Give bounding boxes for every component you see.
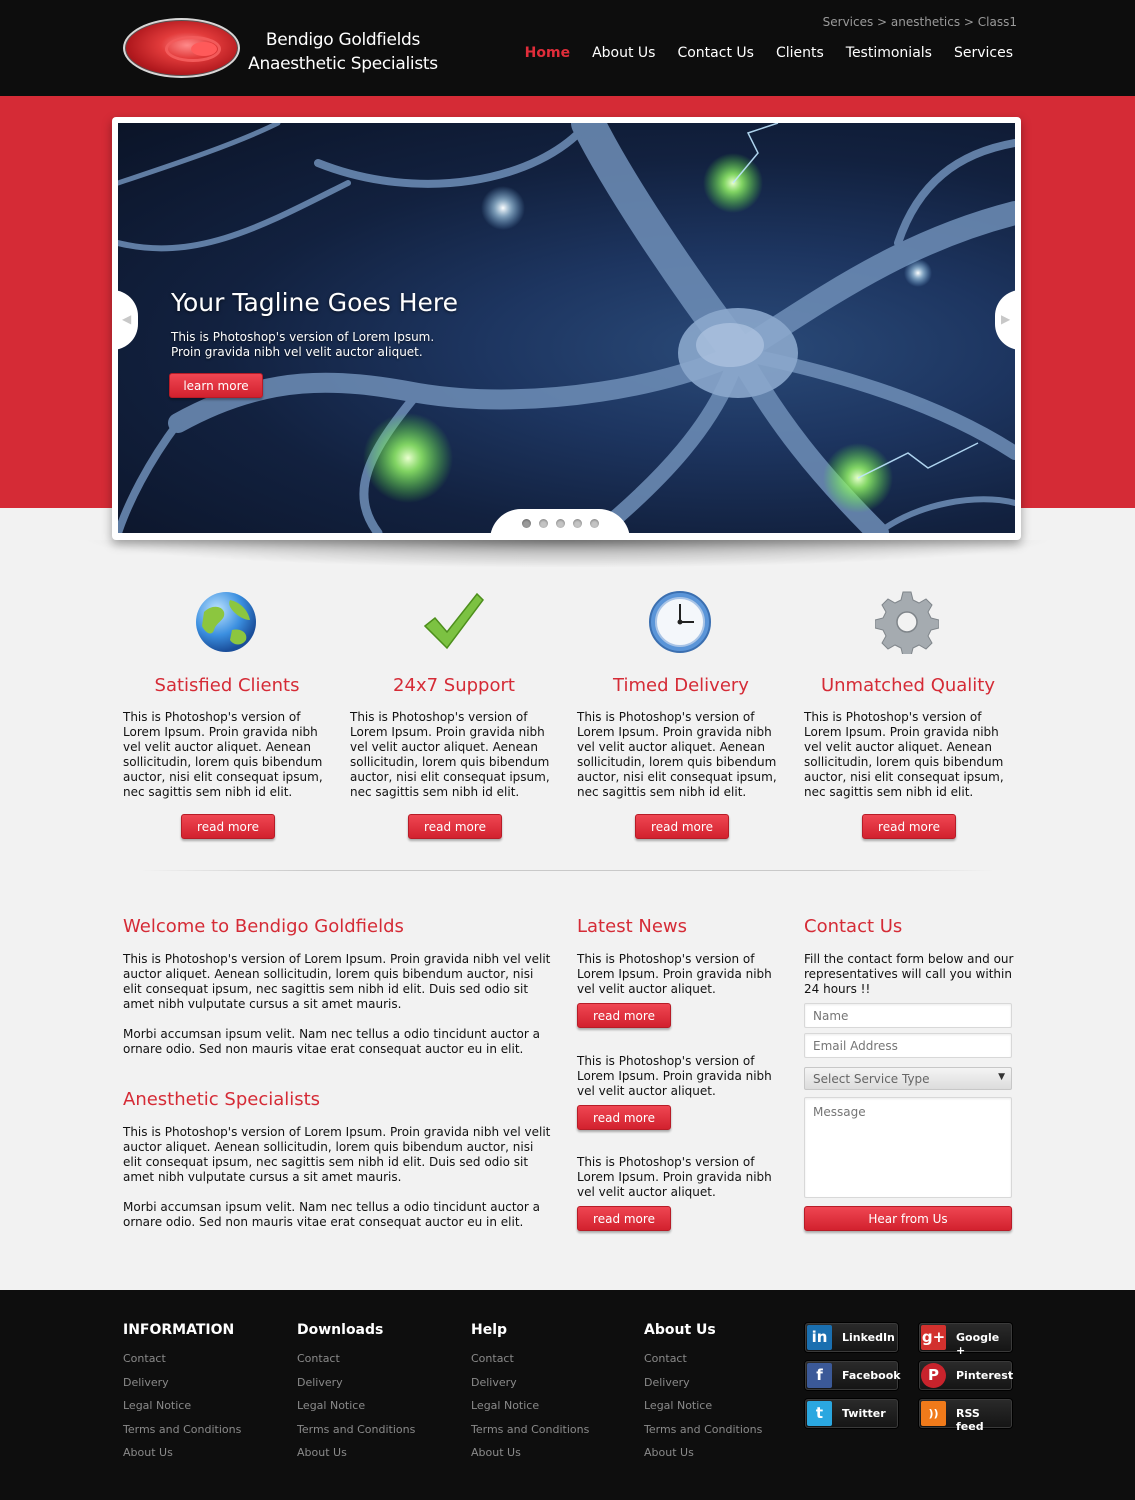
- feature-text: This is Photoshop's version of Lorem Ipsum. Proin gravida nibh vel velit auctor aliquet. Aenean sollicitudin, lorem quis bibendum auctor, nisi elit consequat ipsum, nec sagittis sem nibh id elit.: [577, 710, 777, 799]
- footer-link[interactable]: Delivery: [644, 1375, 690, 1389]
- slider-dot[interactable]: [539, 519, 548, 528]
- footer-link[interactable]: Contact: [644, 1352, 687, 1365]
- feature-title: 24x7 Support: [393, 675, 515, 696]
- name-input[interactable]: [804, 1003, 1012, 1028]
- clock-icon: [648, 590, 712, 654]
- welcome-paragraph: Morbi accumsan ipsum velit. Nam nec tellus a odio tincidunt auctor a ornare odio. Sed non mauris vitae erat consequat auctor eu in elit.: [123, 1027, 540, 1056]
- service-type-select[interactable]: [804, 1067, 1012, 1090]
- footer-link[interactable]: Legal Notice: [644, 1399, 713, 1412]
- footer-link[interactable]: About Us: [471, 1446, 521, 1459]
- nav-home[interactable]: Home: [524, 45, 571, 61]
- social-label: Pinterest: [956, 1369, 1014, 1382]
- section-divider: [140, 870, 995, 871]
- checkmark-icon: [421, 590, 485, 654]
- main-nav: [503, 45, 1013, 61]
- slider-dot[interactable]: [573, 519, 582, 528]
- news-item-text: This is Photoshop's version of Lorem Ipsum. Proin gravida nibh vel velit auctor aliquet.: [577, 1054, 772, 1098]
- nav-clients[interactable]: Clients: [775, 45, 824, 61]
- footer-link[interactable]: Terms and Conditions: [471, 1422, 590, 1436]
- footer-column-help: [471, 1322, 589, 1470]
- hero-slider: [112, 117, 1021, 540]
- footer-link[interactable]: Legal Notice: [471, 1399, 540, 1412]
- pinterest-icon: P: [921, 1363, 946, 1388]
- social-label: LinkedIn: [842, 1331, 895, 1344]
- logo-icon[interactable]: [123, 18, 240, 78]
- nav-about-us[interactable]: About Us: [592, 45, 656, 61]
- welcome-paragraph: This is Photoshop's version of Lorem Ipsum. Proin gravida nibh vel velit auctor aliquet. Aenean sollicitudin, lorem quis bibendum auctor, nisi elit consequat ipsum, nec sagittis sem nibh id elit. Duis sed odio sit amet nibh vulputate cursus a sit amet mauris.: [123, 952, 551, 1011]
- footer-link[interactable]: Legal Notice: [123, 1399, 192, 1412]
- google-plus-button[interactable]: [919, 1323, 1012, 1357]
- slider-tagline: Your Tagline Goes Here: [171, 288, 459, 317]
- linkedin-button[interactable]: [805, 1323, 898, 1352]
- hear-from-us-button[interactable]: Hear from Us: [804, 1206, 1012, 1231]
- neuron-image: [118, 123, 1015, 533]
- footer-link[interactable]: Delivery: [471, 1375, 517, 1389]
- learn-more-button[interactable]: learn more: [169, 373, 263, 398]
- site-header: [0, 0, 1135, 96]
- read-more-button[interactable]: read more: [408, 814, 502, 839]
- welcome-title: Welcome to Bendigo Goldfields: [123, 916, 404, 937]
- google-plus-icon: g+: [921, 1325, 946, 1350]
- footer-column-information: [123, 1322, 241, 1470]
- feature-text: This is Photoshop's version of Lorem Ipsum. Proin gravida nibh vel velit auctor aliquet. Aenean sollicitudin, lorem quis bibendum auctor, nisi elit consequat ipsum, nec sagittis sem nibh id elit.: [804, 710, 1004, 799]
- read-more-button[interactable]: read more: [862, 814, 956, 839]
- footer-link[interactable]: Contact: [471, 1352, 514, 1365]
- social-label: Facebook: [842, 1369, 901, 1382]
- twitter-icon: t: [807, 1401, 832, 1426]
- footer-link[interactable]: About Us: [644, 1446, 694, 1459]
- logo-text[interactable]: Bendigo Goldfields Anaesthetic Specialists: [248, 30, 438, 74]
- social-label: RSS feed: [956, 1407, 984, 1433]
- slider-description: This is Photoshop's version of Lorem Ipsum. Proin gravida nibh vel velit auctor aliquet.: [171, 330, 435, 359]
- read-more-button[interactable]: read more: [181, 814, 275, 839]
- news-item-text: This is Photoshop's version of Lorem Ipsum. Proin gravida nibh vel velit auctor aliquet.: [577, 1155, 772, 1199]
- twitter-button[interactable]: [805, 1399, 898, 1428]
- feature-title: Timed Delivery: [613, 675, 749, 696]
- slider-dot[interactable]: [556, 519, 565, 528]
- footer-link[interactable]: Delivery: [297, 1375, 343, 1389]
- caret-down-icon: ▼: [998, 1072, 1005, 1082]
- contact-title: Contact Us: [804, 916, 903, 937]
- rss-icon: )): [921, 1401, 946, 1426]
- facebook-button[interactable]: [805, 1361, 901, 1390]
- feature-title: Unmatched Quality: [820, 675, 996, 696]
- footer-link[interactable]: About Us: [297, 1446, 347, 1459]
- news-title: Latest News: [577, 916, 687, 937]
- gear-icon: [875, 590, 939, 654]
- slider-dots: [522, 519, 599, 528]
- footer-link[interactable]: Delivery: [123, 1375, 169, 1389]
- service-type-value: Select Service Type: [813, 1072, 930, 1086]
- read-more-button[interactable]: read more: [635, 814, 729, 839]
- nav-contact-us[interactable]: Contact Us: [677, 45, 754, 61]
- breadcrumb[interactable]: Services > anesthetics > Class1: [822, 15, 1017, 29]
- globe-icon: [194, 590, 258, 654]
- feature-title: Satisfied Clients: [154, 675, 300, 696]
- linkedin-icon: in: [807, 1325, 832, 1350]
- specialists-paragraph: Morbi accumsan ipsum velit. Nam nec tellus a odio tincidunt auctor a ornare odio. Sed non mauris vitae erat consequat auctor eu in elit.: [123, 1200, 540, 1229]
- facebook-icon: f: [807, 1363, 832, 1388]
- footer-link[interactable]: Legal Notice: [297, 1399, 366, 1412]
- feature-text: This is Photoshop's version of Lorem Ipsum. Proin gravida nibh vel velit auctor aliquet. Aenean sollicitudin, lorem quis bibendum auctor, nisi elit consequat ipsum, nec sagittis sem nibh id elit.: [123, 710, 323, 799]
- news-read-more-button[interactable]: read more: [577, 1206, 671, 1231]
- social-label: Twitter: [842, 1407, 886, 1420]
- social-label: Google +: [956, 1331, 1000, 1357]
- footer-column-downloads: [297, 1322, 415, 1470]
- footer-column-title: Downloads: [297, 1322, 384, 1338]
- chevron-left-icon: ◀: [122, 312, 132, 326]
- footer-link[interactable]: Terms and Conditions: [644, 1422, 763, 1436]
- nav-testimonials[interactable]: Testimonials: [845, 45, 932, 61]
- rss-feed-button[interactable]: [919, 1399, 1012, 1433]
- footer-column-title: Help: [471, 1322, 508, 1338]
- slider-dot[interactable]: [522, 519, 531, 528]
- news-item-text: This is Photoshop's version of Lorem Ipsum. Proin gravida nibh vel velit auctor aliquet.: [577, 952, 772, 996]
- footer-link[interactable]: Terms and Conditions: [123, 1422, 242, 1436]
- feature-text: This is Photoshop's version of Lorem Ipsum. Proin gravida nibh vel velit auctor aliquet. Aenean sollicitudin, lorem quis bibendum auctor, nisi elit consequat ipsum, nec sagittis sem nibh id elit.: [350, 710, 550, 799]
- contact-intro: Fill the contact form below and our representatives will call you within 24 hours !!: [804, 952, 1014, 996]
- footer-link[interactable]: About Us: [123, 1446, 173, 1459]
- news-read-more-button[interactable]: read more: [577, 1003, 671, 1028]
- footer-link[interactable]: Contact: [123, 1352, 166, 1365]
- pinterest-button[interactable]: [919, 1361, 1012, 1390]
- footer-link[interactable]: Terms and Conditions: [297, 1422, 416, 1436]
- nav-services[interactable]: Services: [953, 45, 1013, 61]
- specialists-paragraph: This is Photoshop's version of Lorem Ipsum. Proin gravida nibh vel velit auctor aliquet. Aenean sollicitudin, lorem quis bibendum auctor, nisi elit consequat ipsum, nec sagittis sem nibh id elit. Duis sed odio sit amet nibh vulputate cursus a sit amet mauris.: [123, 1125, 551, 1184]
- footer-link[interactable]: Contact: [297, 1352, 340, 1365]
- message-textarea[interactable]: [804, 1097, 1012, 1198]
- specialists-title: Anesthetic Specialists: [123, 1089, 321, 1110]
- slider-shadow: [80, 540, 1055, 568]
- chevron-right-icon: ▶: [1001, 312, 1011, 326]
- footer-column-about-us: [644, 1322, 762, 1470]
- email-input[interactable]: [804, 1033, 1012, 1058]
- slider-dot[interactable]: [590, 519, 599, 528]
- news-read-more-button[interactable]: read more: [577, 1105, 671, 1130]
- footer-column-title: About Us: [644, 1322, 716, 1338]
- footer-column-title: INFORMATION: [123, 1322, 235, 1338]
